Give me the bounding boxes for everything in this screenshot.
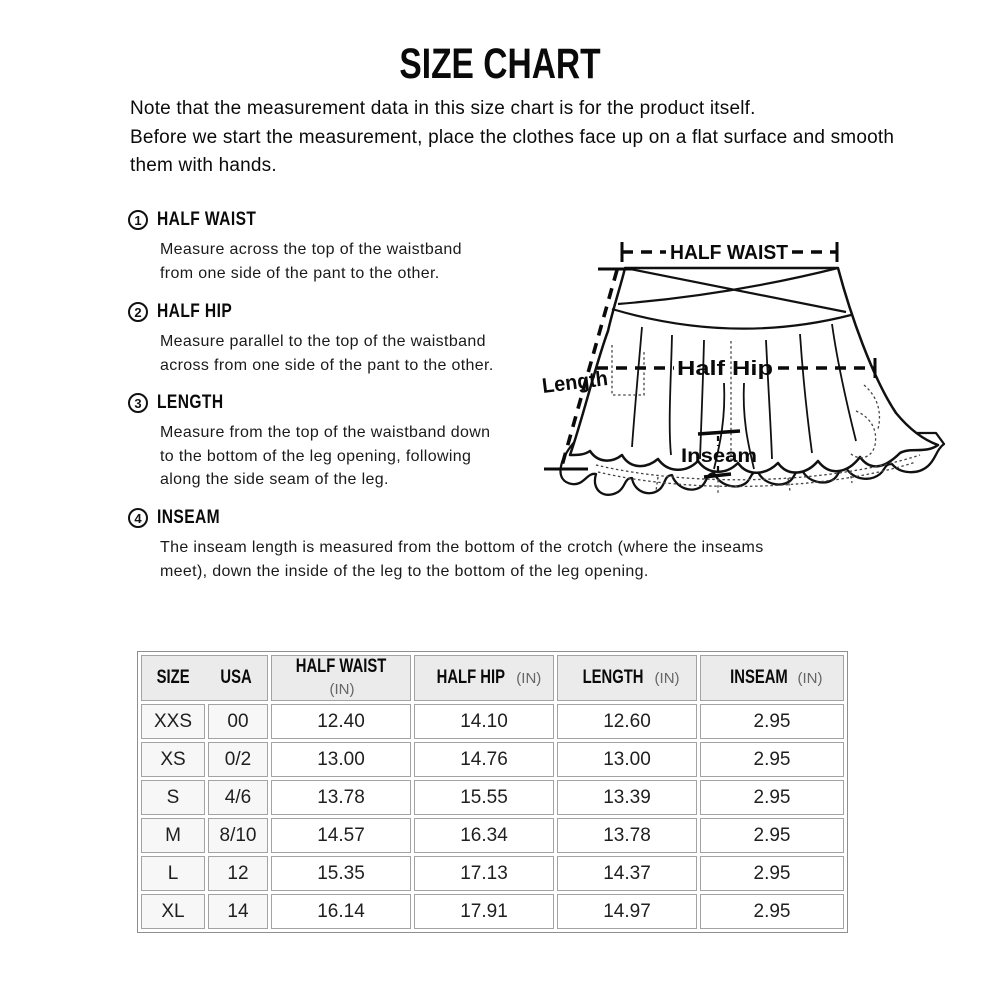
table-row [141, 704, 844, 739]
cell-half-hip: 17.13 [414, 856, 554, 891]
table-row [141, 818, 844, 853]
header-inseam [700, 655, 844, 701]
cell-size: S [141, 780, 205, 815]
header-unit: (IN) [797, 670, 823, 687]
instruction-half-waist [128, 209, 492, 285]
table-row [141, 742, 844, 777]
cell-half-waist: 13.78 [271, 780, 411, 815]
instruction-title: HALF HIP [157, 301, 233, 322]
note-paragraph [130, 95, 920, 181]
instruction-body: Measure parallel to the top of the waistband across from one side of the pant to the other. [160, 333, 494, 374]
circled-number-icon: 2 [128, 302, 148, 322]
instruction-heading [128, 209, 492, 231]
cell-inseam: 2.95 [700, 780, 844, 815]
size-chart-table [137, 651, 848, 933]
cell-half-waist: 15.35 [271, 856, 411, 891]
table-row [141, 894, 844, 929]
note-line: Note that the measurement data in this size chart is for the product itself. [130, 98, 756, 119]
instruction-body: Measure from the top of the waistband down to the bottom of the leg opening, following along the side seam of the leg. [160, 424, 491, 488]
cell-half-waist: 12.40 [271, 704, 411, 739]
cell-usa: 0/2 [208, 742, 268, 777]
half-hip-diagram-label: Half Hip [677, 358, 773, 380]
circled-number-icon: 3 [128, 393, 148, 413]
header-usa-label: USA [220, 667, 252, 688]
cell-length: 14.37 [557, 856, 697, 891]
header-label: HALF HIP [436, 667, 505, 688]
cell-length: 12.60 [557, 704, 697, 739]
cell-inseam: 2.95 [700, 818, 844, 853]
table-row [141, 780, 844, 815]
header-size-label: SIZE [156, 667, 190, 688]
cell-size: M [141, 818, 205, 853]
half-waist-diagram-label: HALF WAIST [670, 242, 788, 264]
half-waist-measure [622, 242, 837, 264]
instruction-title: LENGTH [157, 392, 224, 413]
table-row [141, 856, 844, 891]
cell-half-hip: 15.55 [414, 780, 554, 815]
cell-half-hip: 17.91 [414, 894, 554, 929]
cell-inseam: 2.95 [700, 742, 844, 777]
page-title-text: SIZE CHART [399, 40, 601, 88]
header-length [557, 655, 697, 701]
cell-usa: 8/10 [208, 818, 268, 853]
instruction-heading [128, 301, 532, 323]
instruction-title: INSEAM [157, 507, 221, 528]
cell-usa: 14 [208, 894, 268, 929]
cell-half-waist: 13.00 [271, 742, 411, 777]
instruction-body: Measure across the top of the waistband from one side of the pant to the other. [160, 241, 462, 282]
header-label: INSEAM [729, 667, 788, 688]
cell-inseam: 2.95 [700, 856, 844, 891]
header-half-hip [414, 655, 554, 701]
header-unit: (IN) [654, 670, 680, 687]
cell-half-hip: 14.76 [414, 742, 554, 777]
instruction-body: The inseam length is measured from the bottom of the crotch (where the inseams meet), down the inside of the leg to the bottom of the leg opening. [160, 539, 764, 580]
cell-length: 13.78 [557, 818, 697, 853]
cell-size: XS [141, 742, 205, 777]
cell-half-waist: 14.57 [271, 818, 411, 853]
cell-usa: 12 [208, 856, 268, 891]
cell-size: L [141, 856, 205, 891]
cell-inseam: 2.95 [700, 704, 844, 739]
instruction-heading [128, 392, 504, 414]
header-size-usa [141, 655, 268, 701]
circled-number-icon: 1 [128, 210, 148, 230]
inseam-diagram-label: Inseam [681, 446, 757, 467]
header-unit: (IN) [516, 670, 542, 687]
cell-half-hip: 14.10 [414, 704, 554, 739]
cell-half-hip: 16.34 [414, 818, 554, 853]
header-label: HALF WAIST [295, 656, 387, 677]
header-half-waist [271, 655, 411, 701]
page-title [0, 40, 1000, 89]
skirt-diagram [538, 233, 968, 508]
note-line: Before we start the measurement, place the clothes face up on a flat surface and smooth them with hands. [130, 126, 895, 176]
instruction-heading [128, 507, 808, 529]
cell-length: 13.39 [557, 780, 697, 815]
header-unit: (IN) [329, 681, 355, 698]
cell-half-waist: 16.14 [271, 894, 411, 929]
instruction-inseam [128, 507, 808, 583]
header-label: LENGTH [583, 667, 644, 688]
length-diagram-label: Length [540, 366, 614, 398]
cell-usa: 00 [208, 704, 268, 739]
cell-usa: 4/6 [208, 780, 268, 815]
instruction-title: HALF WAIST [157, 209, 257, 230]
cell-inseam: 2.95 [700, 894, 844, 929]
cell-size: XXS [141, 704, 205, 739]
instruction-length [128, 392, 504, 492]
cell-size: XL [141, 894, 205, 929]
table-header-row [141, 655, 844, 701]
cell-length: 14.97 [557, 894, 697, 929]
cell-length: 13.00 [557, 742, 697, 777]
circled-number-icon: 4 [128, 508, 148, 528]
instruction-half-hip [128, 301, 532, 377]
